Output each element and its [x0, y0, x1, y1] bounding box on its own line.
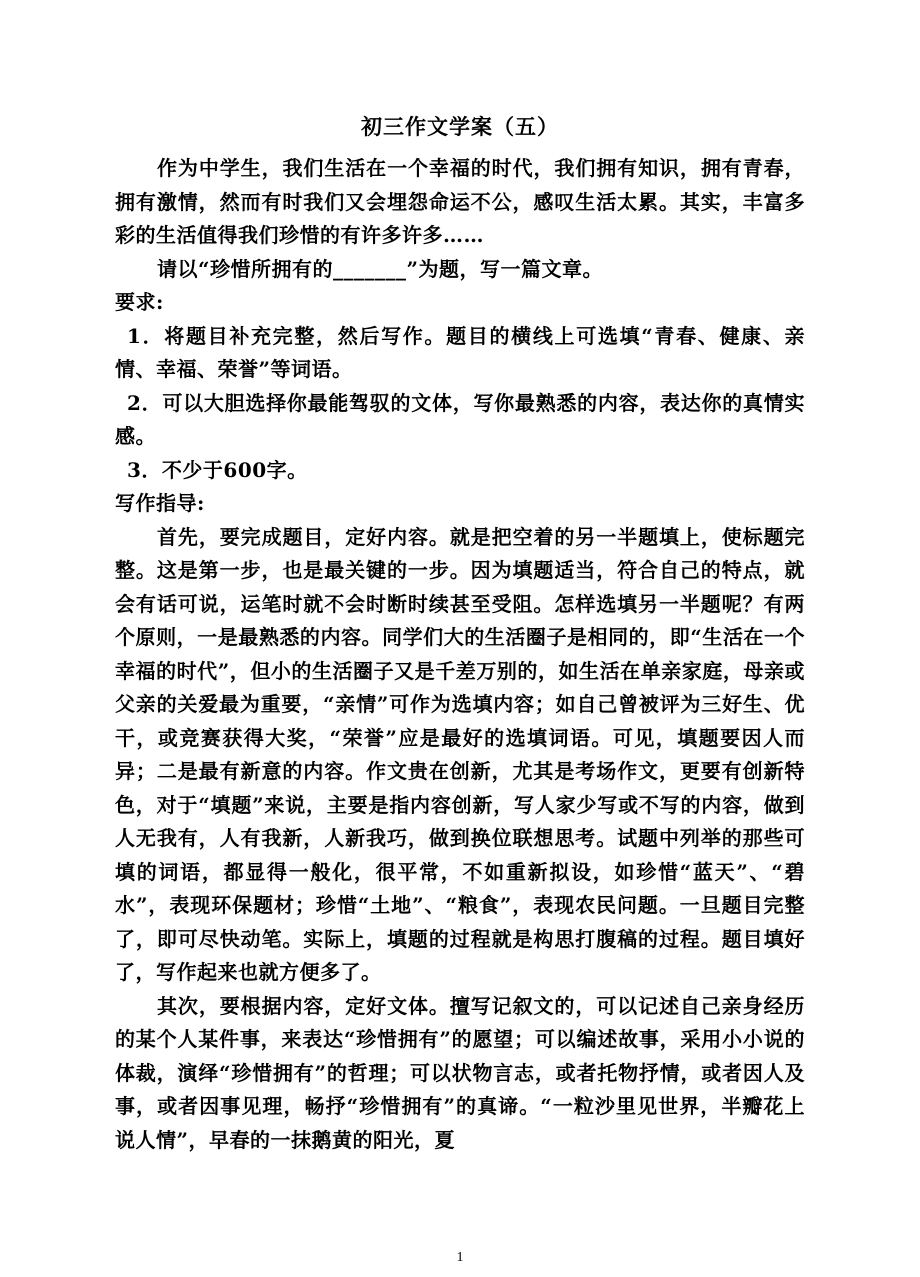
intro-paragraph: 作为中学生，我们生活在一个幸福的时代，我们拥有知识，拥有青春，拥有激情，然而有时我们又会埋怨命运不公，感叹生活太累。其实，丰富多彩的生活值得我们珍惜的有许多许多……: [115, 156, 805, 247]
document-title: 初三作文学案（五）: [361, 114, 559, 139]
requirement-item: 2．可以大胆选择你最能驾驭的文体，写你最熟悉的内容，表达你的真情实感。: [115, 390, 805, 448]
guidance-paragraph: 其次，要根据内容，定好文体。擅写记叙文的，可以记述自己亲身经历的某个人某件事，来表达“珍惜拥有”的愿望；可以编述故事，采用小小说的体裁，演绎“珍惜拥有”的哲理；可以状物言志，或者托物抒情，或者因人及事，或者因事见理，畅抒“珍惜拥有”的真谛。“一粒沙里见世界，半瓣花上说人情”，早春的一抹鹅黄的阳光，夏: [115, 993, 805, 1152]
requirement-item: 1．将题目补充完整，然后写作。题目的横线上可选填“青春、健康、亲情、幸福、荣誉”等词语。: [115, 323, 805, 381]
prompt-paragraph: 请以“珍惜所拥有的_______”为题，写一篇文章。: [157, 256, 604, 281]
page-number: 1: [456, 1250, 464, 1265]
guidance-paragraph: 首先，要完成题目，定好内容。就是把空着的另一半题填上，使标题完整。这是第一步，也是最关键的一步。因为填题适当，符合自己的特点，就会有话可说，运笔时就不会时断时续甚至受阻。怎样选填另一半题呢？有两个原则，一是最熟悉的内容。同学们大的生活圈子是相同的，即“生活在一个幸福的时代”，但小的生活圈子又是千差万别的，如生活在单亲家庭，母亲或父亲的关爱最为重要，“亲情”可作为选填内容；如自己曾被评为三好生、优干，或竞赛获得大奖，“荣誉”应是最好的选填词语。可见，填题要因人而异；二是最有新意的内容。作文贵在创新，尤其是考场作文，更要有创新特色，对于“填题”来说，主要是指内容创新，写人家少写或不写的内容，做到人无我有，人有我新，人新我巧，做到换位联想思考。试题中列举的那些可填的词语，都显得一般化，很平常，不如重新拟设，如珍惜“蓝天”、“碧水”，表现环保题材；珍惜“土地”、“粮食”，表现农民问题。一旦题目完整了，即可尽快动笔。实际上，填题的过程就是构思打腹稿的过程。题目填好了，写作起来也就方便多了。: [115, 524, 805, 984]
requirement-item: 3．不少于600字。: [127, 457, 308, 482]
document-page: [115, 110, 805, 1157]
guidance-heading: 写作指导:: [115, 491, 205, 515]
requirements-heading: 要求:: [115, 290, 164, 314]
